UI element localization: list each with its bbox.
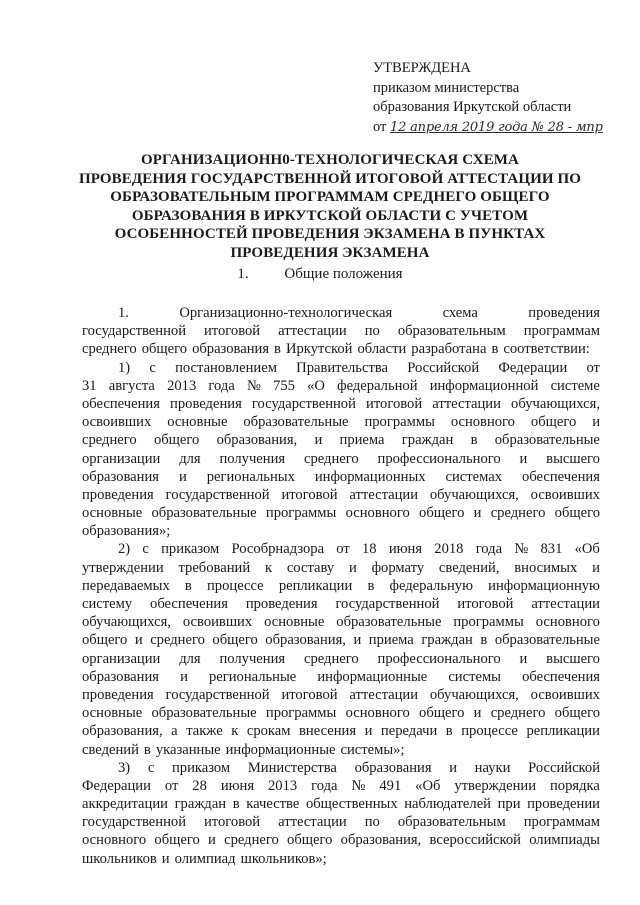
- body-word: государственной: [251, 395, 356, 412]
- approval-date-handwritten: 12 апреля 2019 года № 28 - мпр: [390, 119, 603, 135]
- body-word: Российской: [528, 759, 600, 776]
- body-line: [82, 777, 600, 795]
- body-word: обеспечения: [522, 468, 600, 485]
- body-word: освоивших: [530, 486, 600, 503]
- body-word: общего: [554, 505, 600, 522]
- body-word: итоговой: [281, 686, 338, 703]
- body-word: июня: [220, 777, 255, 794]
- body-word: основного: [82, 832, 147, 849]
- body-word: аттестации: [531, 596, 600, 612]
- body-line: [82, 722, 600, 740]
- body-word: формату: [371, 559, 425, 576]
- body-word: граждан: [174, 796, 227, 813]
- body-word: аттестации: [432, 395, 501, 412]
- body-word: утверждении: [82, 559, 164, 576]
- body-word: государственной: [82, 323, 187, 340]
- body-word: информационной: [429, 377, 539, 394]
- body-word: 2018: [434, 541, 464, 558]
- body-line: [82, 504, 600, 522]
- body-word: репликации: [278, 577, 353, 594]
- body-word: схема: [442, 305, 478, 321]
- body-word: общего: [153, 432, 200, 449]
- body-word: основные: [264, 614, 325, 631]
- body-word: 831: [540, 541, 563, 558]
- body-word: образования,: [82, 723, 163, 740]
- body-line: [82, 377, 600, 395]
- body-word: федеральную: [389, 577, 473, 594]
- title-line: ПРОВЕДЕНИЯ ЭКЗАМЕНА: [230, 244, 430, 261]
- body-word: года: [311, 777, 338, 794]
- body-word: информационных: [314, 468, 426, 485]
- body-word: срокам: [246, 723, 291, 740]
- body-word: внесения: [299, 723, 357, 740]
- body-word: образовательным: [397, 323, 506, 340]
- body-word: приема: [339, 432, 385, 449]
- body-word: образования,: [265, 632, 346, 649]
- body-word: сведений: [82, 741, 139, 758]
- body-word: основные: [82, 505, 143, 522]
- body-word: и: [178, 468, 187, 485]
- body-word: в: [232, 796, 240, 813]
- body-word: итоговой: [457, 596, 514, 612]
- body-word: основные: [167, 414, 228, 431]
- body-word: в: [470, 432, 478, 449]
- body-line: [82, 704, 600, 722]
- body-word: 31: [82, 377, 97, 394]
- body-word: качестве: [246, 796, 300, 813]
- title-line: ОБРАЗОВАТЕЛЬНЫМ ПРОГРАММАМ СРЕДНЕГО ОБЩЕГО: [110, 189, 550, 205]
- body-word: науки: [474, 759, 511, 776]
- body-word: и: [161, 850, 170, 867]
- body-word: общего: [82, 632, 128, 649]
- body-word: общего: [554, 705, 600, 722]
- body-word: «Об: [574, 541, 600, 558]
- body-word: и: [592, 414, 600, 431]
- body-line: [82, 650, 600, 668]
- body-word: №: [514, 541, 529, 558]
- body-word: аттестации: [349, 686, 419, 703]
- body-word: Министерства: [247, 759, 337, 776]
- body-word: образовательные: [336, 614, 442, 631]
- body-line: [82, 795, 600, 813]
- body-word: итоговой: [204, 323, 261, 340]
- body-word: постановлением: [175, 359, 277, 376]
- body-word: области: [357, 341, 407, 358]
- body-word: среднего: [490, 705, 546, 722]
- body-word: проведения: [528, 305, 600, 321]
- body-word: информационные: [225, 741, 336, 758]
- approval-order-line: приказом министерства: [373, 79, 520, 96]
- body-word: 491: [379, 777, 402, 794]
- body-word: информационные: [317, 668, 428, 685]
- body-line: [82, 686, 600, 704]
- body-line: [82, 359, 600, 377]
- body-word: соответствии:: [503, 341, 590, 358]
- body-line: [82, 759, 600, 777]
- body-line: [82, 741, 600, 759]
- body-word: обучающихся,: [82, 614, 171, 631]
- body-word: 18: [362, 541, 377, 558]
- approval-title: УТВЕРЖДЕНА: [373, 60, 471, 76]
- body-word: Федерации: [82, 777, 151, 794]
- body-word: с: [147, 759, 155, 776]
- body-word: профессионального: [377, 450, 501, 467]
- body-word: олимпиады: [529, 832, 600, 849]
- body-word: в: [184, 577, 192, 594]
- body-line: [82, 577, 600, 595]
- section-heading: [0, 266, 640, 283]
- body-word: разработана: [411, 341, 487, 358]
- body-word: системы: [448, 668, 501, 685]
- body-word: итоговой: [281, 486, 338, 503]
- body-word: граждан: [401, 432, 454, 449]
- body-word: образовательным: [397, 814, 506, 831]
- body-word: общего: [419, 705, 465, 722]
- section-number: 1.: [237, 266, 249, 282]
- body-word: аттестации: [278, 814, 347, 831]
- body-line: [82, 668, 600, 686]
- body-word: профессионального: [377, 650, 501, 667]
- body-word: системы»;: [340, 741, 405, 758]
- approval-stamp: [373, 59, 613, 137]
- body-word: процессе: [206, 577, 264, 594]
- body-word: образования: [82, 468, 159, 485]
- body-word: аттестации: [349, 486, 419, 503]
- body-word: среднего: [150, 632, 205, 649]
- body-word: общественных: [305, 796, 398, 813]
- body-word: проведения: [170, 395, 242, 412]
- body-word: обеспечения: [522, 668, 600, 685]
- body-word: среднего: [303, 450, 359, 467]
- body-word: общего: [419, 505, 465, 522]
- body-word: итоговой: [204, 814, 261, 831]
- body-word: основного: [450, 414, 515, 431]
- body-word: основные: [82, 705, 143, 722]
- body-word: по: [364, 323, 380, 340]
- body-word: а: [171, 723, 178, 740]
- body-word: проведения: [82, 686, 154, 703]
- body-line: [82, 831, 600, 849]
- body-word: в: [445, 723, 453, 740]
- body-word: общего: [287, 832, 333, 849]
- body-line: [82, 322, 600, 340]
- body-word: приказом: [161, 541, 220, 558]
- title-line: ПРОВЕДЕНИЯ ГОСУДАРСТВЕННОЙ ИТОГОВОЙ АТТЕСТАЦИИ ПО: [78, 170, 582, 187]
- body-word: всероссийской: [429, 832, 521, 849]
- body-word: и: [314, 432, 323, 449]
- body-line: [82, 340, 600, 358]
- body-line: [82, 468, 600, 486]
- body-line: [82, 540, 600, 558]
- body-word: региональные: [208, 668, 297, 685]
- body-word: для: [179, 650, 201, 667]
- body-word: получения: [219, 650, 286, 667]
- body-text: [82, 304, 600, 868]
- body-word: и: [353, 632, 362, 649]
- body-word: указанные: [155, 741, 221, 758]
- body-word: основного: [535, 614, 600, 631]
- body-word: государственной: [165, 486, 270, 503]
- body-line: [82, 304, 600, 322]
- body-word: обучающихся,: [429, 486, 519, 503]
- body-word: обучающихся,: [429, 686, 519, 703]
- body-word: 2013: [167, 377, 197, 394]
- title-line: ОБРАЗОВАНИЯ В ИРКУТСКОЙ ОБЛАСТИ С УЧЕТОМ: [131, 207, 529, 224]
- body-word: проведения: [245, 596, 318, 612]
- document-title: [60, 151, 600, 262]
- body-word: образовательные: [243, 414, 349, 431]
- body-line: [82, 595, 600, 613]
- body-word: для: [179, 450, 201, 467]
- body-line: [82, 522, 600, 540]
- body-word: передаваемых: [82, 577, 170, 594]
- body-line: [82, 613, 600, 631]
- body-word: Российской: [407, 359, 480, 376]
- body-word: программы: [265, 505, 337, 522]
- body-word: высшего: [546, 650, 600, 667]
- body-word: приема: [368, 632, 414, 649]
- body-word: образовательные: [494, 432, 600, 449]
- body-word: 28: [192, 777, 207, 794]
- body-word: к: [264, 559, 273, 576]
- body-word: образования,: [216, 432, 298, 449]
- body-word: федеральной: [337, 377, 418, 394]
- body-word: августа: [108, 377, 155, 394]
- body-word: процессе: [461, 723, 518, 740]
- body-word: обеспечения: [150, 596, 228, 612]
- body-word: по: [364, 814, 380, 831]
- title-line: ОСОБЕННОСТЕЙ ПРОВЕДЕНИЯ ЭКЗАМЕНА В ПУНКТАХ: [114, 226, 546, 242]
- body-word: года: [208, 377, 235, 394]
- body-word: школьников»;: [240, 850, 327, 867]
- body-word: в: [367, 577, 375, 594]
- section-title: Общие положения: [284, 266, 403, 282]
- body-word: 3): [118, 759, 131, 776]
- approval-date-line: [373, 118, 613, 138]
- body-word: также: [186, 723, 223, 740]
- body-word: 2013: [268, 777, 298, 794]
- body-word: образования: [354, 759, 432, 776]
- body-word: граждан: [421, 632, 473, 649]
- body-line: [82, 395, 600, 413]
- body-word: школьников: [82, 850, 157, 867]
- body-word: государственной: [335, 596, 440, 612]
- body-word: образовательные: [151, 705, 257, 722]
- body-word: с: [149, 359, 156, 376]
- body-word: и: [519, 450, 528, 467]
- body-word: проведении: [527, 796, 600, 813]
- body-word: высшего: [546, 450, 600, 467]
- body-word: в: [143, 741, 151, 758]
- body-line: [82, 631, 600, 649]
- body-word: и: [449, 759, 458, 776]
- body-word: от: [586, 359, 600, 376]
- body-word: 1): [118, 359, 131, 376]
- body-word: программы: [364, 414, 435, 431]
- body-word: общего: [154, 832, 200, 849]
- body-word: среднего: [82, 341, 137, 358]
- body-word: итоговой: [366, 395, 423, 412]
- body-word: «Об: [415, 777, 441, 794]
- body-word: наблюдателей: [404, 796, 491, 813]
- body-word: и: [348, 559, 357, 576]
- body-word: и: [208, 832, 216, 849]
- body-word: общего: [141, 341, 188, 358]
- body-word: и: [134, 632, 143, 649]
- body-word: системе: [550, 377, 600, 394]
- body-word: образования,: [340, 832, 422, 849]
- body-word: передачи: [380, 723, 438, 740]
- body-line: [82, 813, 600, 831]
- body-word: получения: [219, 450, 286, 467]
- body-word: 1.: [118, 305, 129, 321]
- body-word: образования»;: [82, 523, 171, 540]
- body-word: аккредитации: [82, 796, 168, 813]
- body-word: «О: [307, 377, 325, 394]
- body-line: [82, 431, 600, 449]
- body-word: с: [142, 541, 149, 558]
- body-word: государственной: [165, 686, 270, 703]
- approval-ministry-line: образования Иркутской области: [373, 99, 572, 115]
- body-word: программам: [523, 323, 600, 340]
- body-word: образования: [192, 341, 270, 358]
- body-word: от: [164, 777, 179, 794]
- body-word: и: [592, 559, 600, 576]
- body-word: порядка: [549, 777, 600, 794]
- body-line: [82, 850, 600, 868]
- body-word: №: [246, 377, 261, 394]
- body-word: среднего: [303, 650, 359, 667]
- body-word: среднего: [224, 832, 279, 849]
- body-word: к: [231, 723, 239, 740]
- body-word: организации: [82, 650, 161, 667]
- body-word: требований: [178, 559, 251, 576]
- body-word: и: [364, 723, 373, 740]
- body-word: и: [180, 668, 188, 685]
- body-word: программы: [265, 705, 337, 722]
- body-word: программы: [453, 614, 524, 631]
- body-word: образовательные: [494, 632, 600, 649]
- body-word: утверждении: [454, 777, 537, 794]
- body-word: 2): [118, 541, 131, 558]
- body-word: основного: [345, 505, 410, 522]
- body-word: общего: [212, 632, 258, 649]
- body-word: среднего: [82, 432, 137, 449]
- body-word: Иркутской: [285, 341, 353, 358]
- body-word: системах: [445, 468, 503, 485]
- body-word: репликации: [526, 723, 600, 740]
- body-word: обеспечения: [82, 395, 160, 412]
- body-word: Рособрнадзора: [231, 541, 325, 558]
- body-line: [82, 413, 600, 431]
- body-word: в: [480, 632, 488, 649]
- body-word: и: [519, 650, 528, 667]
- body-word: основного: [345, 705, 410, 722]
- body-word: года: [475, 541, 503, 558]
- body-word: освоивших: [530, 686, 600, 703]
- body-word: олимпиад: [174, 850, 236, 867]
- body-word: организации: [82, 450, 161, 467]
- body-word: проведения: [82, 486, 154, 503]
- body-line: [82, 559, 600, 577]
- body-word: и: [473, 505, 482, 522]
- body-word: образовательные: [151, 505, 257, 522]
- body-word: освоивших: [182, 614, 253, 631]
- approval-date-prefix: от: [373, 118, 387, 135]
- body-word: образования: [82, 668, 159, 685]
- body-word: региональных: [206, 468, 295, 485]
- body-word: в: [274, 341, 281, 358]
- title-line: ОРГАНИЗАЦИОНН0-ТЕХНОЛОГИЧЕСКАЯ СХЕМА: [141, 152, 519, 168]
- body-word: Организационно-технологическая: [179, 305, 393, 321]
- body-word: в: [491, 341, 499, 358]
- body-word: июня: [388, 541, 423, 558]
- body-word: Правительства: [296, 359, 388, 376]
- body-word: вносимых: [514, 559, 578, 576]
- body-word: при: [497, 796, 521, 813]
- body-word: освоивших: [82, 414, 152, 431]
- body-word: приказом: [171, 759, 231, 776]
- body-line: [82, 450, 600, 468]
- body-word: №: [351, 777, 366, 794]
- body-word: аттестации: [278, 323, 347, 340]
- body-word: государственной: [82, 814, 187, 831]
- body-word: Федерации: [498, 359, 568, 376]
- body-word: информационную: [488, 577, 600, 594]
- body-word: составу: [286, 559, 335, 576]
- body-word: систему: [82, 596, 133, 612]
- body-word: программам: [523, 814, 600, 831]
- body-word: от: [336, 541, 350, 558]
- body-word: среднего: [490, 505, 546, 522]
- body-word: обучающихся,: [511, 395, 600, 412]
- body-word: 755: [273, 377, 295, 394]
- body-word: и: [473, 705, 482, 722]
- body-word: сведений,: [438, 559, 500, 576]
- body-line: [82, 486, 600, 504]
- body-word: общего: [530, 414, 577, 431]
